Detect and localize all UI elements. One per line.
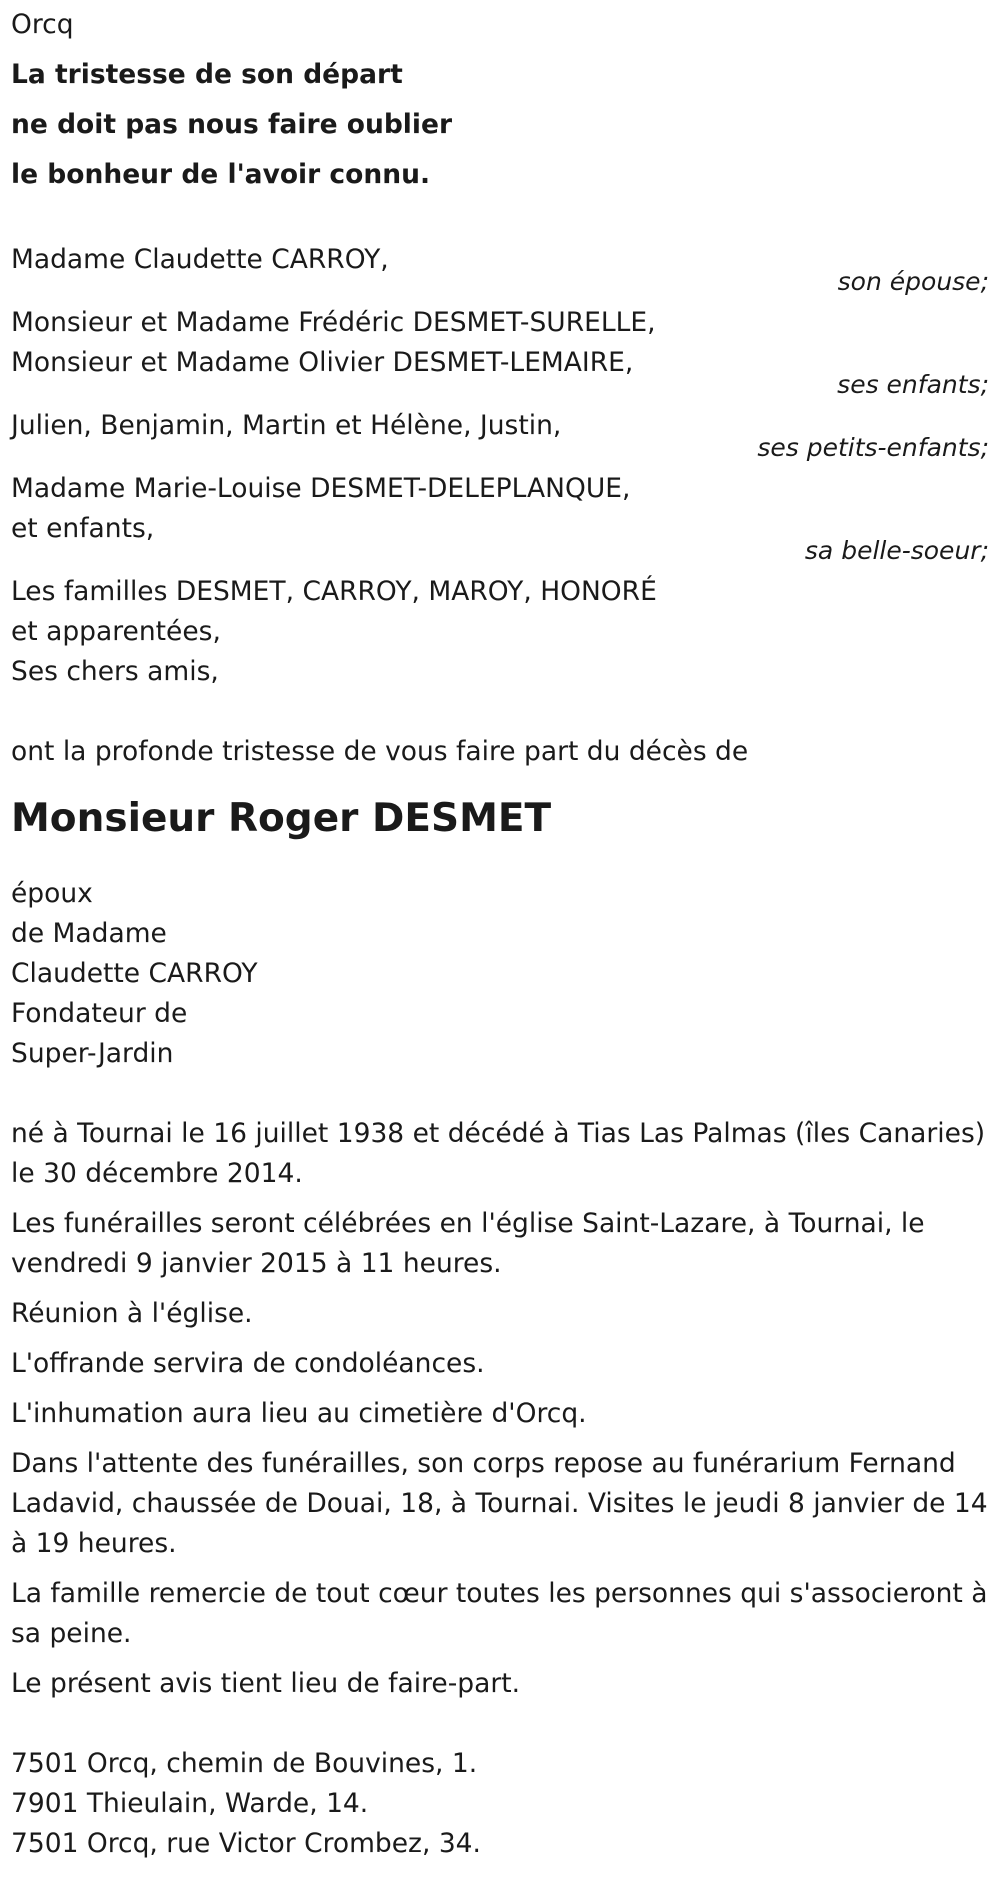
family-name: Monsieur et Madame Frédéric DESMET-SURELLE, <box>11 307 656 338</box>
spacer <box>11 1074 989 1114</box>
address-list <box>11 1744 989 1864</box>
quote-line: ne doit pas nous faire oublier <box>11 109 453 140</box>
meeting-paragraph: Réunion à l'église. <box>11 1298 253 1329</box>
deceased-detail-line: époux <box>11 878 93 909</box>
spacer <box>11 692 989 732</box>
burial-paragraph: L'inhumation aura lieu au cimetière d'Orcq. <box>11 1398 587 1429</box>
deceased-detail-line: de Madame <box>11 918 167 949</box>
family-name: Les familles DESMET, CARROY, MAROY, HONORÉ <box>11 576 657 607</box>
town-name: Orcq <box>11 9 74 40</box>
family-group-children <box>11 303 989 406</box>
family-name: et apparentées, <box>11 616 221 647</box>
deceased-detail-line: Super-Jardin <box>11 1038 174 1069</box>
family-group-sister-in-law <box>11 469 989 572</box>
birth-death-paragraph: né à Tournai le 16 juillet 1938 et décédé à Tias Las Palmas (îles Canaries) le 30 décembre 2014. <box>11 1118 986 1189</box>
notice-paragraph: Le présent avis tient lieu de faire-part. <box>11 1668 521 1699</box>
family-role: son épouse; <box>837 267 989 296</box>
family-role: ses petits-enfants; <box>757 433 989 462</box>
quote-block <box>11 50 989 200</box>
thanks-paragraph: La famille remercie de tout cœur toutes les personnes qui s'associeront à sa peine. <box>11 1578 988 1649</box>
family-name: Madame Claudette CARROY, <box>11 244 389 275</box>
quote-line: La tristesse de son départ <box>11 59 403 90</box>
family-name: Ses chers amis, <box>11 656 219 687</box>
offering-paragraph: L'offrande servira de condoléances. <box>11 1348 485 1379</box>
quote-line: le bonheur de l'avoir connu. <box>11 159 431 190</box>
deceased-name: Monsieur Roger DESMET <box>11 796 552 841</box>
funeral-details <box>11 1114 989 1704</box>
family-group-spouse <box>11 240 989 303</box>
address-line: 7901 Thieulain, Warde, 14. <box>11 1788 369 1819</box>
family-name: Madame Marie-Louise DESMET-DELEPLANQUE, <box>11 473 631 504</box>
family-name: Monsieur et Madame Olivier DESMET-LEMAIRE, <box>11 347 634 378</box>
spacer <box>11 772 989 794</box>
spacer <box>11 844 989 874</box>
address-line: 7501 Orcq, rue Victor Crombez, 34. <box>11 1828 481 1859</box>
family-role: sa belle-soeur; <box>804 536 989 565</box>
family-name: et enfants, <box>11 513 155 544</box>
funeral-paragraph: Les funérailles seront célébrées en l'église Saint-Lazare, à Tournai, le vendredi 9 janvier 2015 à 11 heures. <box>11 1208 925 1279</box>
deceased-detail-line: Fondateur de <box>11 998 188 1029</box>
spacer <box>11 1704 989 1744</box>
deceased-detail-line: Claudette CARROY <box>11 958 258 989</box>
family-role: ses enfants; <box>837 370 989 399</box>
family-group-relatives <box>11 572 989 692</box>
address-line: 7501 Orcq, chemin de Bouvines, 1. <box>11 1748 478 1779</box>
deceased-details <box>11 874 989 1074</box>
spacer <box>11 200 989 240</box>
announcement-text: ont la profonde tristesse de vous faire part du décès de <box>11 736 749 767</box>
visitation-paragraph: Dans l'attente des funérailles, son corps repose au funérarium Fernand Ladavid, chaussée de Douai, 18, à Tournai. Visites le jeudi 8 janvier de 14 à 19 heures. <box>11 1448 988 1559</box>
family-group-grandchildren <box>11 406 989 469</box>
family-name: Julien, Benjamin, Martin et Hélène, Justin, <box>11 410 562 441</box>
